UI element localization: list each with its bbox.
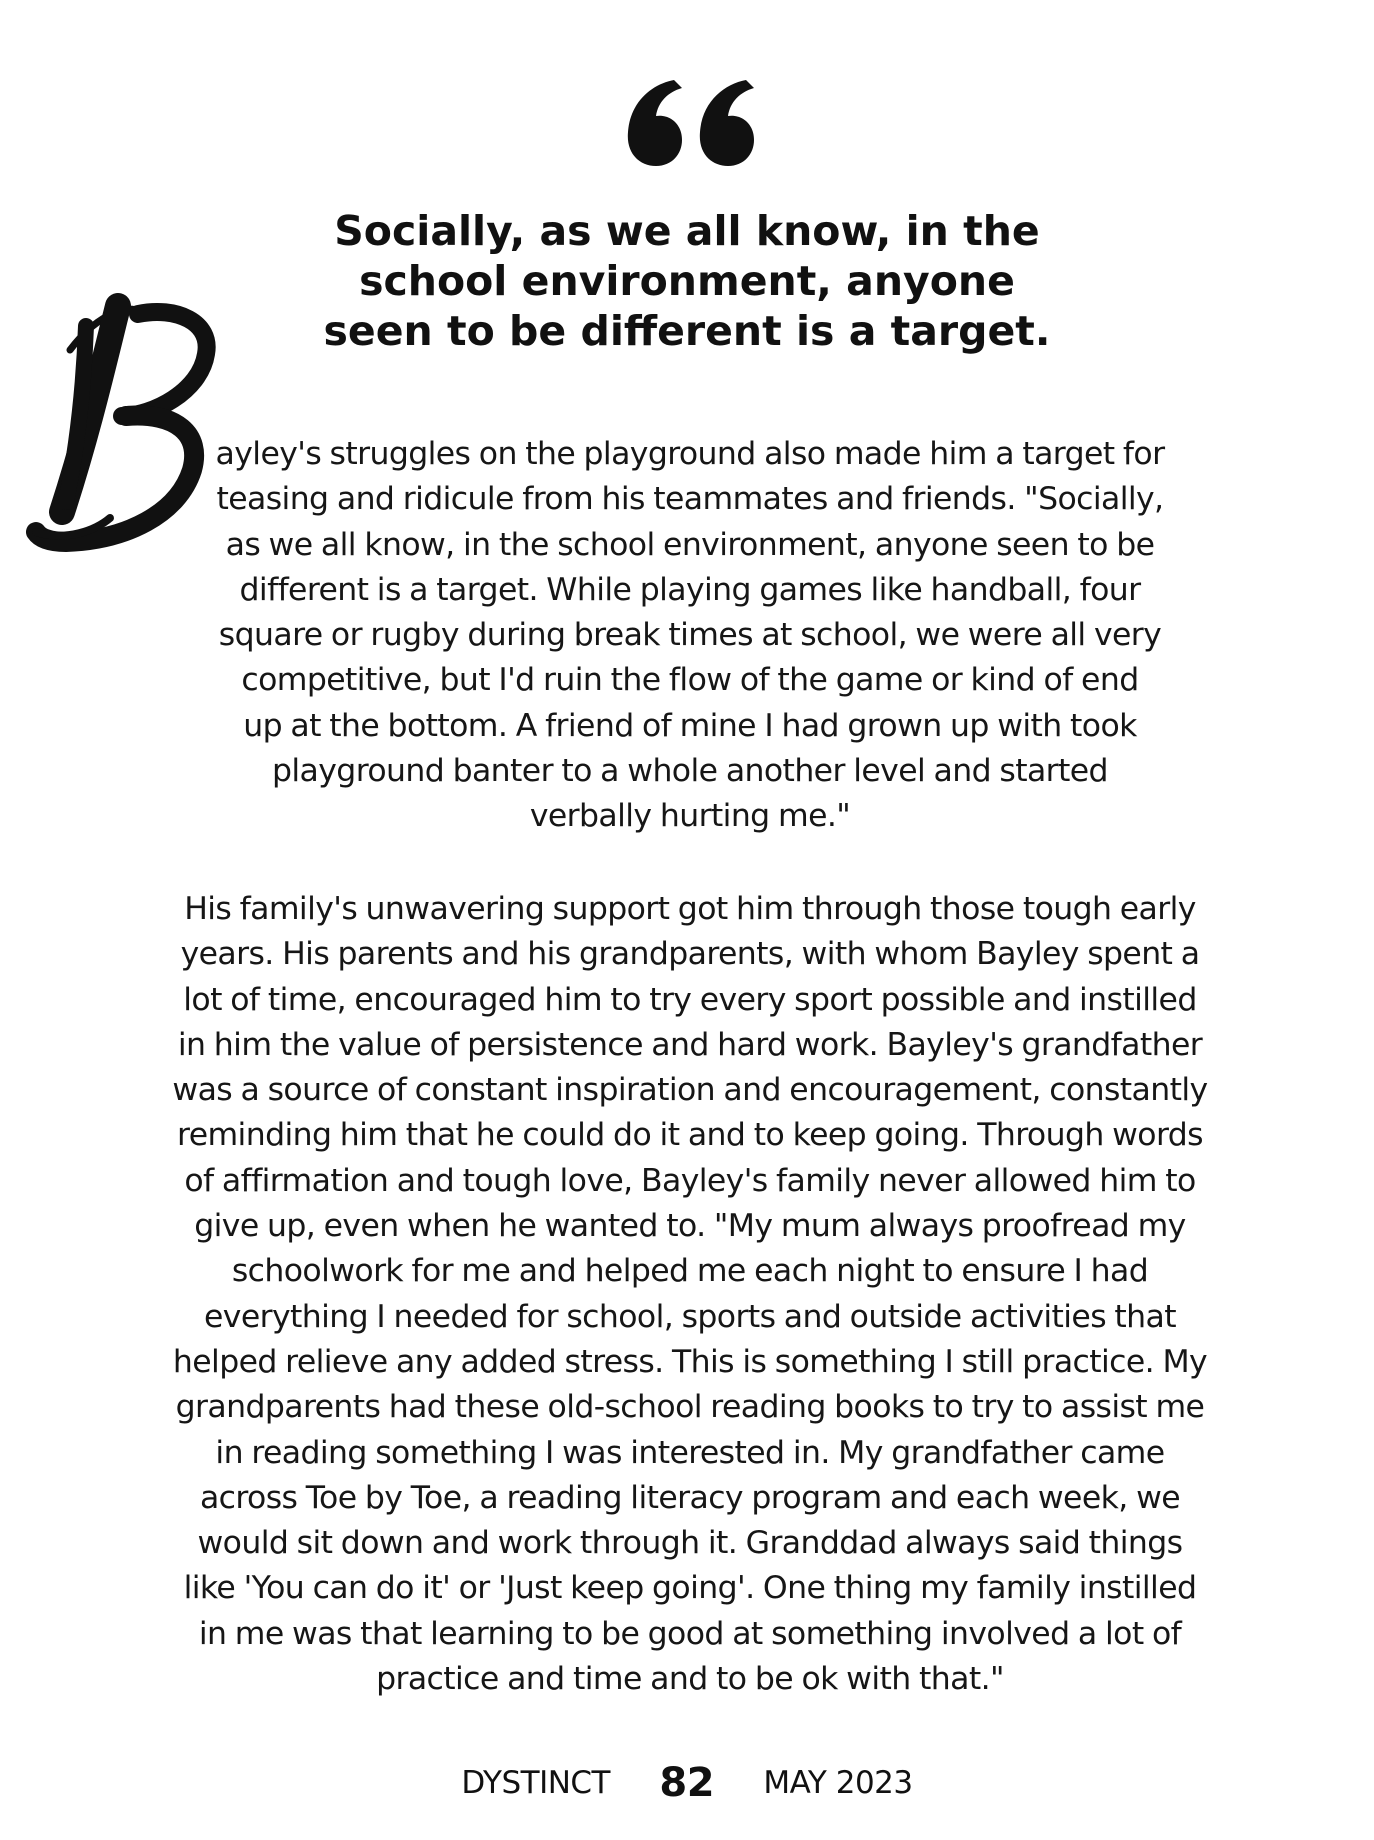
text-line: different is a target. While playing games like handball, four	[239, 571, 1141, 608]
text-line: as we all know, in the school environment, anyone seen to be	[225, 526, 1155, 563]
text-line: reminding him that he could do it and to keep going. Through words	[177, 1117, 1203, 1154]
text-line: verbally hurting me."	[529, 798, 851, 835]
pull-quote-line: Socially, as we all know, in the	[334, 207, 1040, 255]
open-quote-icon	[622, 58, 756, 168]
text-line: grandparents had these old-school reading books to try to assist me	[175, 1389, 1205, 1426]
text-line: like 'You can do it' or 'Just keep going'. One thing my family instilled	[183, 1570, 1197, 1607]
text-line: everything I needed for school, sports and outside activities that	[204, 1298, 1176, 1335]
text-line: square or rugby during break times at school, we were all very	[218, 617, 1162, 654]
text-line: was a source of constant inspiration and encouragement, constantly	[172, 1072, 1208, 1109]
page-footer	[0, 1760, 1374, 1806]
body-paragraph	[120, 887, 1260, 1702]
text-line: in reading something I was interested in. My grandfather came	[215, 1434, 1165, 1471]
pull-quote-line: seen to be different is a target.	[323, 307, 1051, 355]
pull-quote	[200, 206, 1174, 356]
text-line: years. His parents and his grandparents, with whom Bayley spent a	[180, 936, 1200, 973]
text-line: practice and time and to be ok with that."	[376, 1661, 1004, 1698]
text-line: ayley's struggles on the playground also made him a target for	[215, 436, 1165, 472]
text-line: lot of time, encouraged him to try every sport possible and instilled	[183, 981, 1197, 1018]
pull-quote-line: school environment, anyone	[359, 257, 1015, 305]
page-number: 82	[659, 1760, 715, 1806]
text-line: in him the value of persistence and hard work. Bayley's grandfather	[177, 1026, 1203, 1063]
text-line: schoolwork for me and helped me each night to ensure I had	[231, 1253, 1149, 1290]
text-line: teasing and ridicule from his teammates and friends. "Socially,	[216, 481, 1164, 518]
text-line: playground banter to a whole another level and started	[272, 753, 1108, 790]
text-line: His family's unwavering support got him through those tough early	[184, 891, 1196, 927]
text-line: across Toe by Toe, a reading literacy program and each week, we	[199, 1479, 1181, 1516]
text-line: in me was that learning to be good at something involved a lot of	[198, 1615, 1182, 1652]
body-paragraph	[120, 432, 1260, 840]
text-line: give up, even when he wanted to. "My mum always proofread my	[194, 1208, 1186, 1245]
text-line: up at the bottom. A friend of mine I had grown up with took	[243, 707, 1137, 744]
issue-date: MAY 2023	[763, 1765, 913, 1801]
text-line: helped relieve any added stress. This is something I still practice. My	[172, 1343, 1208, 1380]
text-line: competitive, but I'd ruin the flow of the game or kind of end	[241, 662, 1139, 699]
text-line: would sit down and work through it. Granddad always said things	[197, 1525, 1183, 1562]
magazine-name: DYSTINCT	[461, 1765, 610, 1801]
text-line: of affirmation and tough love, Bayley's family never allowed him to	[184, 1162, 1196, 1199]
